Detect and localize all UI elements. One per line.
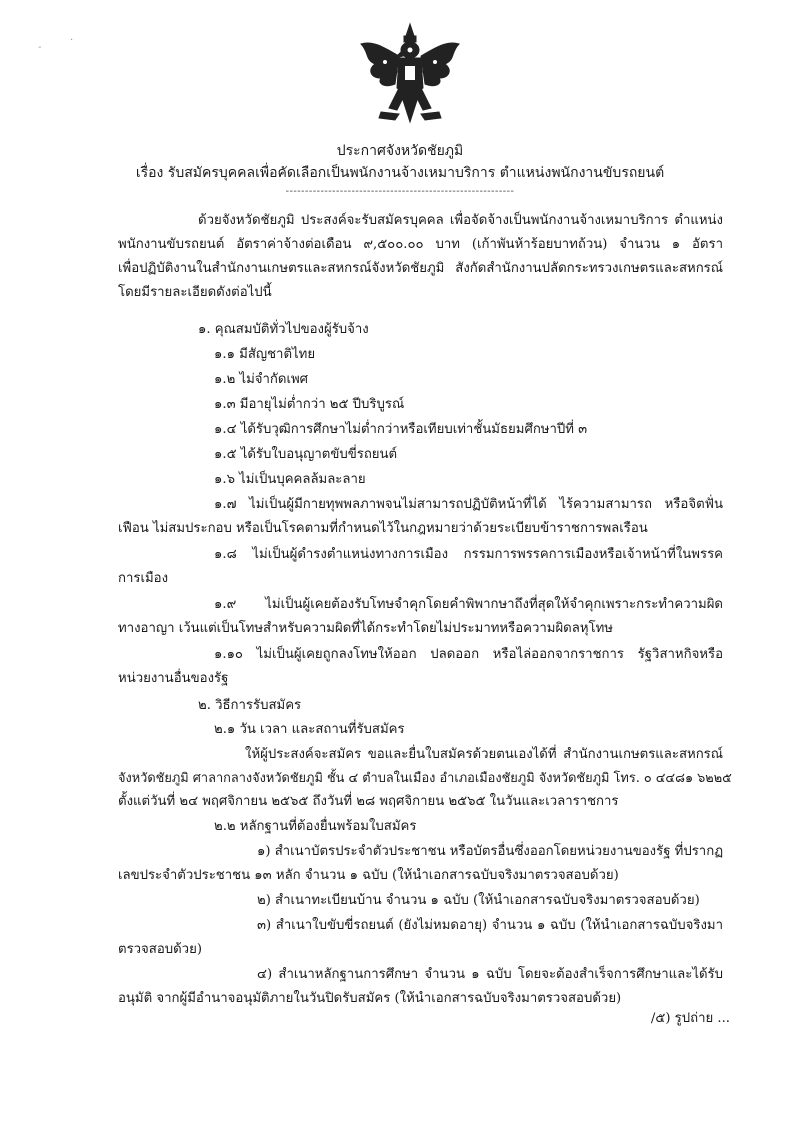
document-subject: เรื่อง รับสมัครบุคคลเพื่อคัดเลือกเป็นพนักงานจ้างเหมาบริการ ตำแหน่งพนักงานขับรถยนต์ xyxy=(135,165,665,181)
list-item-continued: เลขประจำตัวประชาชน ๑๓ หลัก จำนวน ๑ ฉบับ (ให้นำเอกสารฉบับจริงมาตรวจสอบด้วย) xyxy=(118,868,619,883)
list-item: ๑.๙ ไม่เป็นผู้เคยต้องรับโทษจำคุกโดยคำพิพากษาถึงที่สุดให้จำคุกเพราะกระทำความผิด xyxy=(214,597,723,612)
list-item: ๑.๖ ไม่เป็นบุคคลล้มละลาย xyxy=(214,472,366,487)
paragraph-line: ตั้งแต่วันที่ ๒๔ พฤศจิกายน ๒๕๖๕ ถึงวันที่ ๒๘ พฤศจิกายน ๒๕๖๕ ในวันและเวลาราชการ xyxy=(118,794,619,809)
scan-speck: · xyxy=(70,35,74,46)
list-item: ๑.๘ ไม่เป็นผู้ดำรงตำแหน่งทางการเมือง กรรมการพรรคการเมืองหรือเจ้าหน้าที่ในพรรค xyxy=(214,547,723,562)
paragraph-line: ให้ผู้ประสงค์จะสมัคร ขอและยื่นใบสมัครด้วยตนเองได้ที่ สำนักงานเกษตรและสหกรณ์ xyxy=(245,747,723,762)
list-item-continued: เฟือน ไม่สมประกอบ หรือเป็นโรคตามที่กำหนดไว้ในกฎหมายว่าด้วยระเบียบข้าราชการพลเรือน xyxy=(118,521,648,536)
list-item: ๑) สำเนาบัตรประจำตัวประชาชน หรือบัตรอื่นซึ่งออกโดยหน่วยงานของรัฐ ที่ปรากฏ xyxy=(257,844,724,859)
paragraph-line: จังหวัดชัยภูมิ ศาลากลางจังหวัดชัยภูมิ ชั้น ๔ ตำบลในเมือง อำเภอเมืองชัยภูมิ จังหวัดชัยภูมิ โทร. ๐ ๔๔๘๑ ๖๒๒๕ xyxy=(118,771,732,786)
list-item-continued: การเมือง xyxy=(118,571,169,586)
list-item: ๑.๕ ได้รับใบอนุญาตขับขี่รถยนต์ xyxy=(214,447,398,462)
list-item: ๒) สำเนาทะเบียนบ้าน จำนวน ๑ ฉบับ (ให้นำเอกสารฉบับจริงมาตรวจสอบด้วย) xyxy=(257,893,700,908)
list-item: ๔) สำเนาหลักฐานการศึกษา จำนวน ๑ ฉบับ โดยจะต้องสำเร็จการศึกษาและได้รับ xyxy=(257,967,723,982)
section-heading: ๑. คุณสมบัติทั่วไปของผู้รับจ้าง xyxy=(198,322,369,337)
list-item: ๑.๑๐ ไม่เป็นผู้เคยถูกลงโทษให้ออก ปลดออก หรือไล่ออกจากราชการ รัฐวิสาหกิจหรือ xyxy=(214,647,723,662)
list-item: ๑.๓ มีอายุไม่ต่ำกว่า ๒๕ ปีบริบูรณ์ xyxy=(214,397,405,412)
list-item-continued: อนุมัติ จากผู้มีอำนาจอนุมัติภายในวันปิดรับสมัคร (ให้นำเอกสารฉบับจริงมาตรวจสอบด้วย) xyxy=(118,991,622,1006)
subsection-heading: ๒.๑ วัน เวลา และสถานที่รับสมัคร xyxy=(214,722,405,737)
list-item: ๑.๔ ได้รับวุฒิการศึกษาไม่ต่ำกว่าหรือเทียบเท่าชั้นมัธยมศึกษาปีที่ ๓ xyxy=(214,422,588,437)
paragraph-line: เพื่อปฏิบัติงานในสำนักงานเกษตรและสหกรณ์จังหวัดชัยภูมิ สังกัดสำนักงานปลัดกระทรวงเกษตรและสหกรณ์ xyxy=(118,261,723,276)
garuda-emblem-icon xyxy=(355,22,465,130)
list-item: ๑.๒ ไม่จำกัดเพศ xyxy=(214,372,309,387)
list-item: ๑.๗ ไม่เป็นผู้มีกายทุพพลภาพจนไม่สามารถปฏิบัติหน้าที่ได้ ไร้ความสามารถ หรือจิตฟั่น xyxy=(214,497,723,512)
subsection-heading: ๒.๒ หลักฐานที่ต้องยื่นพร้อมใบสมัคร xyxy=(214,819,417,834)
list-item-continued: ทางอาญา เว้นแต่เป็นโทษสำหรับความผิดที่ได้กระทำโดยไม่ประมาทหรือความผิดลหุโทษ xyxy=(118,621,613,636)
section-heading: ๒. วิธีการรับสมัคร xyxy=(198,698,302,713)
document-title: ประกาศจังหวัดชัยภูมิ xyxy=(336,143,464,159)
list-item: ๓) สำเนาใบขับขี่รถยนต์ (ยังไม่หมดอายุ) จำนวน ๑ ฉบับ (ให้นำเอกสารฉบับจริงมา xyxy=(257,918,723,933)
list-item-continued: หน่วยงานอื่นของรัฐ xyxy=(118,671,229,686)
paragraph-line: โดยมีรายละเอียดดังต่อไปนี้ xyxy=(118,285,272,300)
list-item-continued: ตรวจสอบด้วย) xyxy=(118,942,202,957)
list-item: ๑.๑ มีสัญชาติไทย xyxy=(214,347,316,362)
paragraph-line: พนักงานขับรถยนต์ อัตราค่าจ้างต่อเดือน ๙,๕๐๐.๐๐ บาท (เก้าพันห้าร้อยบาทถ้วน) จำนวน ๑ อัตรา xyxy=(118,237,723,252)
scan-speck: - xyxy=(38,42,42,53)
page-continuation: /๕) รูปถ่าย ... xyxy=(650,1011,730,1026)
paragraph-line: ด้วยจังหวัดชัยภูมิ ประสงค์จะรับสมัครบุคคล เพื่อจัดจ้างเป็นพนักงานจ้างเหมาบริการ ตำแหน่ง xyxy=(198,213,723,228)
title-divider: ----------------------------------------------------------- xyxy=(285,186,515,197)
